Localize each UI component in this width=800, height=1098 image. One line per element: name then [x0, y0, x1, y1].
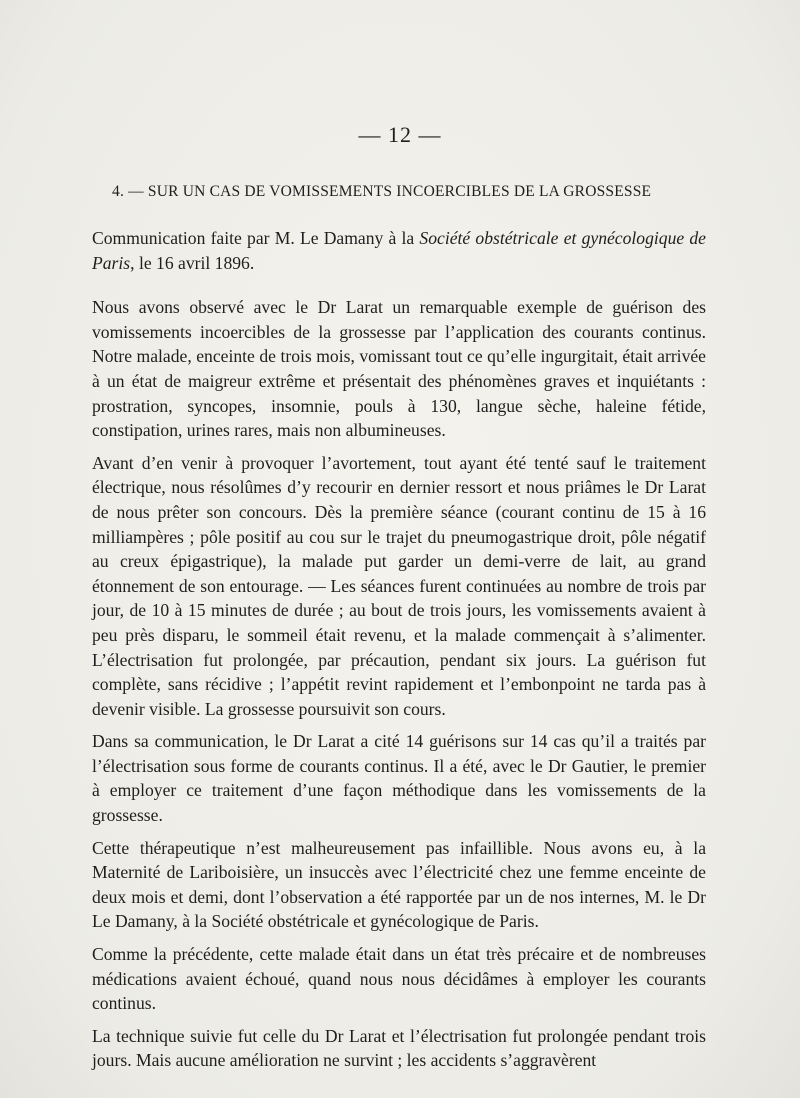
- page-number: — 12 —: [358, 122, 442, 147]
- intro-text-start: Communication faite par M. Le Damany à la: [92, 228, 420, 248]
- intro-text-end: , le 16 avril 1896.: [130, 252, 255, 273]
- paragraph-1: Nous avons observé avec le Dr Larat un remarquable exemple de guérison des vomissements incoercibles de la grossesse par l’application des courants continus. Notre malade, enceinte de trois mois, vomissant tout ce qu’elle ingurgitait, était arrivée à un état de maigreur extrême et présentait des phénomènes graves et inquiétants : prostration, syncopes, insomnie, pouls à 130, langue sèche, haleine fétide, constipation, urines rares, mais non albumineuses.: [92, 297, 706, 441]
- paragraph-2: Avant d’en venir à provoquer l’avortement, tout ayant été tenté sauf le traitement électrique, nous résolûmes d’y recourir en dernier ressort et nous priâmes le Dr Larat de nous prêter son concours. Dès la première séance (courant continu de 15 à 16 milliampères ; pôle positif au cou sur le trajet du pneumogastrique droit, pôle négatif au creux épigastrique), la malade put garder un demi-verre de lait, au grand étonnement de son entourage. — Les séances furent continuées au nombre de trois par jour, de 10 à 15 minutes de durée ; au bout de trois jours, les vomissements avaient à peu près disparu, le sommeil était revenu, et la malade commençait à s’alimenter. L’électrisation fut prolongée, par précaution, pendant six jours. La guérison fut complète, sans récidive ; l’appétit revint rapidement et l’embonpoint ne tarda pas à devenir visible. La grossesse poursuivit son cours.: [92, 452, 706, 719]
- paragraph-6: La technique suivie fut celle du Dr Larat et l’électrisation fut prolongée pendant trois jours. Mais aucune amélioration ne survint ; les accidents s’aggravèrent: [92, 1025, 706, 1071]
- society-name-italic: Société obstétricale et gynécologique de Paris: [92, 228, 706, 273]
- paragraph-3: Dans sa communication, le Dr Larat a cité 14 guérisons sur 14 cas qu’il a traités par l’électrisation sous forme de courants continus. Il a été, avec le Dr Gautier, le premier à employer ce traitement d’une façon méthodique dans les vomissements de la grossesse.: [92, 731, 706, 826]
- page-content: [92, 180, 706, 1073]
- paragraph-4: Cette thérapeutique n’est malheureusement pas infaillible. Nous avons eu, à la Maternité de Lariboisière, un insuccès avec l’électricité chez une femme enceinte de deux mois et demi, dont l’observation a été rapportée par un de nos internes, M. le Dr Le Damany, à la Société obstétricale et gynécologique de Paris.: [92, 837, 706, 932]
- paragraph-5: Comme la précédente, cette malade était dans un état très précaire et de nombreuses médications avaient échoué, quand nous nous décidâmes à employer les courants continus.: [92, 944, 706, 1014]
- intro-paragraph: [92, 226, 706, 275]
- section-title: 4. — SUR UN CAS DE VOMISSEMENTS INCOERCIBLES DE LA GROSSESSE: [112, 183, 652, 200]
